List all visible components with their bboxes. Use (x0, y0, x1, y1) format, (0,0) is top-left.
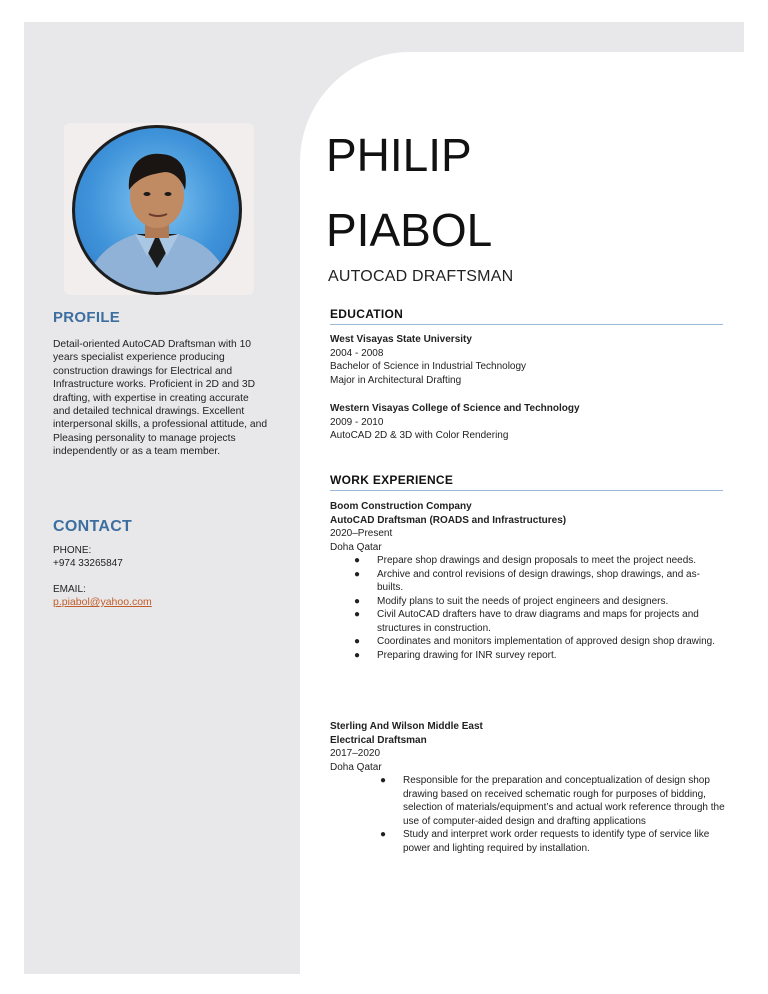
bullet-icon: ● (354, 555, 361, 566)
bullet-icon: ● (354, 568, 361, 580)
list-item (330, 608, 725, 635)
duty-text: Modify plans to suit the needs of project engineers and designers. (377, 595, 669, 607)
duty-text: Prepare shop drawings and design proposals to meet the project needs. (377, 555, 697, 566)
profile-heading: PROFILE (53, 309, 121, 326)
education-course: AutoCAD 2D & 3D with Color Rendering (330, 430, 509, 441)
list-item (330, 774, 725, 828)
profile-photo-frame (64, 123, 254, 295)
bullet-icon: ● (380, 829, 387, 840)
list-item (330, 828, 725, 855)
education-degree: Bachelor of Science in Industrial Technology (330, 361, 527, 372)
bullet-icon: ● (354, 609, 361, 620)
education-years: 2004 - 2008 (330, 347, 384, 359)
email-link[interactable]: p.piabol@yahoo.com (53, 596, 152, 608)
job-role: Electrical Draftsman (330, 734, 427, 746)
job-location: Doha Qatar (330, 761, 382, 773)
job-entry (330, 720, 725, 855)
school-name: West Visayas State University (330, 334, 472, 345)
duty-text: Preparing drawing for INR survey report. (377, 649, 557, 661)
job-period: 2017–2020 (330, 748, 381, 759)
job-duties-list (330, 774, 725, 855)
work-experience-heading: WORK EXPERIENCE (330, 473, 723, 491)
duty-text: Study and interpret work order requests to identify type of service like power and lighting required by installation. (403, 829, 710, 854)
education-entry (330, 333, 723, 387)
contact-heading: CONTACT (53, 518, 133, 535)
job-entry (330, 500, 725, 662)
list-item (330, 554, 725, 568)
email-label: EMAIL: (53, 584, 86, 595)
duty-text: Archive and control revisions of design drawings, shop drawings, and as-builts. (377, 568, 700, 593)
job-period: 2020–Present (330, 528, 393, 539)
list-item (330, 568, 725, 595)
duty-text: Civil AutoCAD drafters have to draw diagrams and maps for projects and structures in construction. (377, 609, 699, 634)
education-heading: EDUCATION (330, 307, 723, 325)
job-role: AutoCAD Draftsman (ROADS and Infrastructures) (330, 514, 567, 526)
profile-text: Detail-oriented AutoCAD Draftsman with 10 years specialist experience producing construction drawings for Electrical and Infrastructure works. Proficient in 2D and 3D drafting, with expertise in creating accurate and detailed technical drawings. Excellent interpersonal skills, a professional attitude, and Pleasing personality to manage projects independently or as a team member. (53, 339, 268, 458)
job-location: Doha Qatar (330, 541, 382, 553)
bullet-icon: ● (354, 636, 361, 647)
profile-photo (72, 125, 242, 295)
duty-text: Responsible for the preparation and conceptualization of design shop drawing based on received schematic rough for purposes of bidding, selection of materials/equipment’s and actual work reference through the use of computer-aided design and drafting applications (403, 775, 725, 827)
contact-section (53, 518, 268, 608)
education-entry (330, 402, 723, 443)
bullet-icon: ● (354, 649, 361, 661)
phone-value: +974 33265847 (53, 558, 123, 569)
company-name: Boom Construction Company (330, 501, 472, 512)
phone-label: PHONE: (53, 545, 92, 556)
bullet-icon: ● (380, 775, 387, 786)
list-item (330, 595, 725, 609)
bullet-icon: ● (354, 595, 361, 607)
job-title: AUTOCAD DRAFTSMAN (328, 268, 514, 285)
list-item (330, 635, 725, 649)
job-duties-list (330, 554, 725, 662)
education-years: 2009 - 2010 (330, 416, 384, 428)
top-strip (300, 22, 744, 52)
company-name: Sterling And Wilson Middle East (330, 721, 483, 732)
person-portrait-icon (75, 128, 239, 292)
name-last: PIABOL (326, 204, 493, 256)
school-name: Western Visayas College of Science and Technology (330, 403, 580, 414)
name-first: PHILIP (326, 129, 472, 181)
duty-text: Coordinates and monitors implementation of approved design shop drawing. (377, 636, 715, 647)
profile-section (53, 309, 268, 459)
education-major: Major in Architectural Drafting (330, 374, 462, 386)
list-item (330, 649, 725, 663)
